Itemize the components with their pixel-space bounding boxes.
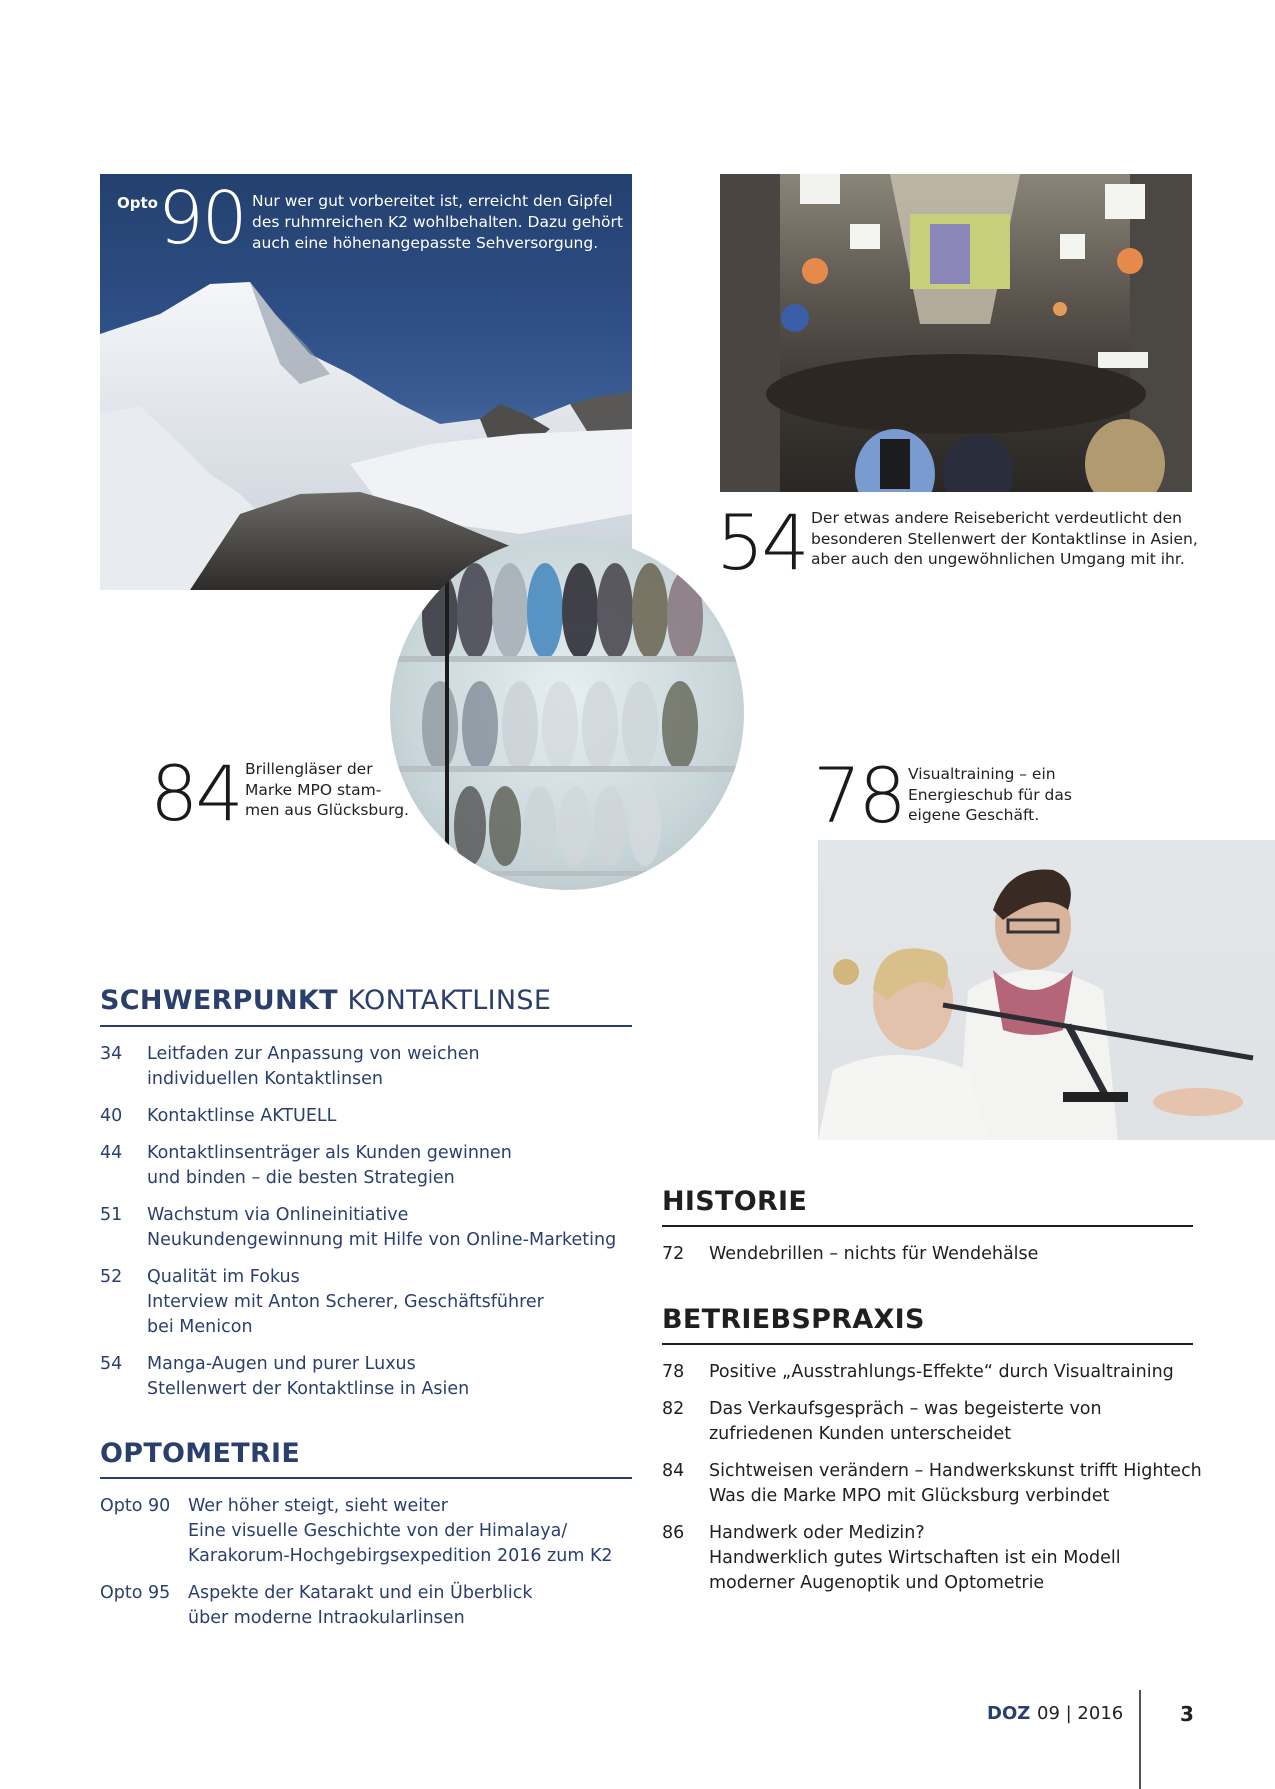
section-title-betriebspraxis: BETRIEBSPRAXIS xyxy=(662,1304,925,1335)
toc-entry-title xyxy=(188,1494,613,1569)
toc-entry-line: Karakorum-Hochgebirgsexpedition 2016 zum K2 xyxy=(188,1546,613,1566)
toc-page-number: Opto 90 xyxy=(100,1496,171,1516)
section-divider xyxy=(100,1025,632,1027)
toc-page-number: 72 xyxy=(662,1244,685,1264)
toc-entry[interactable] xyxy=(100,1581,660,1631)
toc-entry-title xyxy=(709,1521,1121,1596)
toc-entry[interactable] xyxy=(100,1104,660,1129)
k2-page-number: 90 xyxy=(158,176,246,260)
toc-entry-line: Manga-Augen und purer Luxus xyxy=(147,1354,416,1374)
asia-arcade-photo xyxy=(720,174,1192,492)
k2-prefix: Opto xyxy=(117,194,158,212)
toc-page-number: 52 xyxy=(100,1267,123,1287)
asia-page-number: 54 xyxy=(716,498,807,587)
visual-training-illustration xyxy=(818,840,1275,1140)
toc-entry-line: Neukundengewinnung mit Hilfe von Online-Marketing xyxy=(147,1230,617,1250)
toc-entry-line: moderner Augenoptik und Optometrie xyxy=(709,1573,1045,1593)
toc-entry[interactable] xyxy=(100,1494,660,1569)
toc-entry-line: Positive „Ausstrahlungs-Effekte“ durch Visualtraining xyxy=(709,1362,1174,1382)
section-title-kontaktlinse xyxy=(100,985,551,1016)
toc-entry-title xyxy=(188,1581,532,1631)
toc-entry[interactable] xyxy=(100,1203,660,1253)
toc-entry[interactable] xyxy=(662,1360,1242,1385)
footer-issue: 09 | 2016 xyxy=(1037,1703,1124,1724)
toc-entry-line: über moderne Intraokularlinsen xyxy=(188,1608,465,1628)
footer-magazine: DOZ xyxy=(987,1703,1031,1724)
toc-entry[interactable] xyxy=(662,1521,1242,1596)
section-title-historie: HISTORIE xyxy=(662,1186,808,1217)
section-divider xyxy=(662,1343,1193,1345)
toc-entry-line: Wachstum via Onlineinitiative xyxy=(147,1205,409,1225)
toc-page-number: 34 xyxy=(100,1044,123,1064)
toc-entry-line: Was die Marke MPO mit Glücksburg verbindet xyxy=(709,1486,1110,1506)
footer-divider xyxy=(1139,1690,1141,1789)
toc-page-number: 54 xyxy=(100,1354,123,1374)
lens-caption-line: Brillengläser der xyxy=(245,760,373,778)
toc-page-number: 82 xyxy=(662,1399,685,1419)
toc-entry[interactable] xyxy=(662,1459,1242,1509)
asia-caption-line: aber auch den ungewöhnlichen Umgang mit ihr. xyxy=(811,550,1185,568)
k2-photo xyxy=(100,174,632,590)
visual-caption xyxy=(908,764,1072,826)
toc-list-betriebspraxis xyxy=(662,1360,1242,1608)
lens-rack-illustration xyxy=(390,536,744,890)
visual-caption-line: eigene Geschäft. xyxy=(908,806,1040,824)
section-title-bold: SCHWERPUNKT xyxy=(100,985,338,1016)
section-divider xyxy=(662,1225,1193,1227)
toc-page-number: 44 xyxy=(100,1143,123,1163)
visual-page-number: 78 xyxy=(813,751,904,840)
toc-entry-line: Handwerklich gutes Wirtschaften ist ein Modell xyxy=(709,1548,1121,1568)
toc-entry-title xyxy=(709,1459,1202,1509)
lens-page-number: 84 xyxy=(150,749,241,838)
toc-entry-line: individuellen Kontaktlinsen xyxy=(147,1069,384,1089)
toc-entry-line: und binden – die besten Strategien xyxy=(147,1168,455,1188)
toc-page-number: 51 xyxy=(100,1205,123,1225)
arcade-illustration xyxy=(720,174,1192,492)
toc-page-number: 78 xyxy=(662,1362,685,1382)
toc-entry-line: Aspekte der Katarakt und ein Überblick xyxy=(188,1583,533,1603)
toc-entry-line: Das Verkaufsgespräch – was begeisterte von xyxy=(709,1399,1102,1419)
toc-entry[interactable] xyxy=(662,1242,1242,1267)
toc-entry-line: zufriedenen Kunden unterscheidet xyxy=(709,1424,1012,1444)
toc-entry-title xyxy=(147,1141,512,1191)
toc-entry-line: Sichtweisen verändern – Handwerkskunst trifft Hightech xyxy=(709,1461,1202,1481)
asia-caption xyxy=(811,508,1198,570)
toc-entry-line: Eine visuelle Geschichte von der Himalaya/ xyxy=(188,1521,568,1541)
toc-entry[interactable] xyxy=(100,1042,660,1092)
toc-entry-line: Kontaktlinse AKTUELL xyxy=(147,1106,337,1126)
section-title-light: KONTAKTLINSE xyxy=(347,985,552,1016)
toc-entry-title xyxy=(709,1397,1102,1447)
section-title-optometrie: OPTOMETRIE xyxy=(100,1438,301,1469)
toc-entry-line: Handwerk oder Medizin? xyxy=(709,1523,925,1543)
asia-caption-line: Der etwas andere Reisebericht verdeutlicht den xyxy=(811,509,1182,527)
lens-rack-photo xyxy=(390,536,744,890)
toc-entry-title xyxy=(147,1352,469,1402)
toc-entry-title xyxy=(147,1203,616,1253)
toc-entry-title xyxy=(147,1042,480,1092)
toc-entry-line: Leitfaden zur Anpassung von weichen xyxy=(147,1044,480,1064)
toc-entry-line: Stellenwert der Kontaktlinse in Asien xyxy=(147,1379,470,1399)
toc-entry[interactable] xyxy=(100,1141,660,1191)
toc-page-number: 86 xyxy=(662,1523,685,1543)
section-divider xyxy=(100,1477,632,1479)
toc-entry[interactable] xyxy=(100,1265,660,1340)
k2-caption: Nur wer gut vorbereitet ist, erreicht den Gipfel des ruhmreichen K2 wohlbehalten. Dazu gehört auch eine höhenangepasste Sehversorgung. xyxy=(252,192,623,252)
toc-entry-line: bei Menicon xyxy=(147,1317,253,1337)
toc-entry-title xyxy=(147,1104,336,1129)
asia-caption-line: besonderen Stellenwert der Kontaktlinse in Asien, xyxy=(811,529,1198,548)
toc-entry-title xyxy=(709,1242,1038,1267)
toc-page-number: 84 xyxy=(662,1461,685,1481)
toc-entry[interactable] xyxy=(662,1397,1242,1447)
toc-entry-title xyxy=(709,1360,1174,1385)
toc-entry-line: Interview mit Anton Scherer, Geschäftsführer xyxy=(147,1292,544,1312)
page-number: 3 xyxy=(1180,1702,1194,1726)
lens-caption-line: Marke MPO stam- xyxy=(245,780,382,799)
lens-caption-line: men aus Glücksburg. xyxy=(245,801,409,819)
visual-caption-line: Energieschub für das xyxy=(908,785,1072,804)
toc-list-kontaktlinse xyxy=(100,1042,660,1414)
toc-entry-line: Wer höher steigt, sieht weiter xyxy=(188,1496,448,1516)
toc-list-historie xyxy=(662,1242,1242,1279)
toc-page-number: 40 xyxy=(100,1106,123,1126)
toc-entry-line: Wendebrillen – nichts für Wendehälse xyxy=(709,1244,1039,1264)
toc-entry-line: Kontaktlinsenträger als Kunden gewinnen xyxy=(147,1143,512,1163)
toc-page-number: Opto 95 xyxy=(100,1583,171,1603)
toc-entry[interactable] xyxy=(100,1352,660,1402)
visual-caption-line: Visualtraining – ein xyxy=(908,765,1056,783)
lens-caption xyxy=(245,759,409,821)
toc-entry-title xyxy=(147,1265,544,1340)
toc-list-optometrie xyxy=(100,1494,660,1643)
visual-training-photo xyxy=(818,840,1275,1140)
toc-entry-line: Qualität im Fokus xyxy=(147,1267,300,1287)
